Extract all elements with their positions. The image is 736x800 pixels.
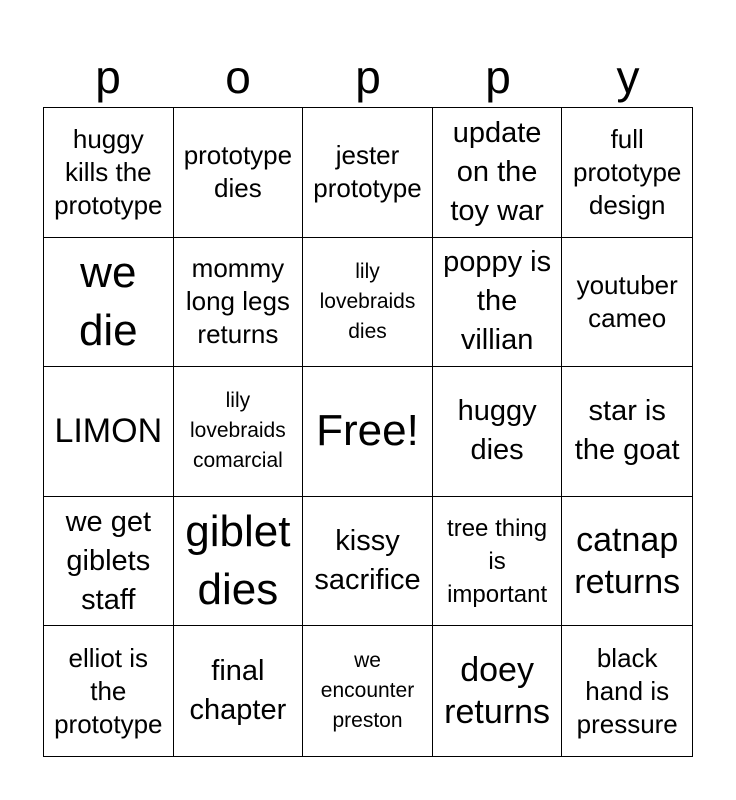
cell-text: we encounter preston — [320, 649, 415, 733]
header-letter-1: p — [95, 51, 121, 103]
bingo-cell-r2c5[interactable] — [562, 238, 692, 368]
cell-text: jester prototype — [313, 140, 422, 204]
header-letter-2: o — [225, 51, 251, 103]
cell-text: kissy sacrifice — [314, 525, 421, 597]
cell-text: we get giblets staff — [65, 505, 152, 616]
bingo-cell-r4c5[interactable] — [562, 497, 692, 627]
bingo-cell-r4c3[interactable] — [303, 497, 433, 627]
cell-text: catnap returns — [574, 521, 681, 602]
bingo-cell-r5c3[interactable] — [303, 626, 433, 756]
header-letter-5: y — [616, 51, 640, 103]
bingo-cell-r3c4[interactable] — [433, 367, 563, 497]
bingo-cell-r5c1[interactable] — [44, 626, 174, 756]
cell-text: lily lovebraids dies — [319, 259, 416, 343]
free-space-label: Free! — [316, 406, 419, 456]
header-letter-4: p — [485, 51, 511, 103]
bingo-cell-r5c2[interactable] — [174, 626, 304, 756]
cell-text: prototype dies — [183, 140, 293, 204]
bingo-cell-r5c5[interactable] — [562, 626, 692, 756]
cell-text: we die — [78, 247, 138, 355]
bingo-cell-r1c3[interactable] — [303, 108, 433, 238]
bingo-board — [43, 107, 693, 757]
cell-text: elliot is the prototype — [54, 642, 163, 739]
bingo-cell-r2c2[interactable] — [174, 238, 304, 368]
cell-text: huggy kills the prototype — [54, 123, 163, 220]
cell-text: mommy long legs returns — [185, 253, 290, 350]
bingo-cell-r1c4[interactable] — [433, 108, 563, 238]
cell-text: update on the toy war — [450, 116, 544, 227]
bingo-cell-free[interactable] — [303, 367, 433, 497]
bingo-cell-r1c5[interactable] — [562, 108, 692, 238]
cell-text: star is the goat — [574, 395, 680, 467]
cell-text: LIMON — [54, 412, 163, 451]
cell-text: lily lovebraids comarcial — [190, 389, 286, 473]
cell-text: tree thing is important — [447, 514, 548, 608]
bingo-cell-r2c1[interactable] — [44, 238, 174, 368]
cell-text: huggy dies — [457, 395, 537, 467]
bingo-cell-r3c1[interactable] — [44, 367, 174, 497]
cell-text: full prototype design — [572, 123, 682, 220]
bingo-cell-r4c1[interactable] — [44, 497, 174, 627]
header-letter-3: p — [355, 51, 381, 103]
bingo-cell-r4c2[interactable] — [174, 497, 304, 627]
bingo-cell-r5c4[interactable] — [433, 626, 563, 756]
cell-text: final chapter — [189, 655, 287, 727]
bingo-cell-r2c3[interactable] — [303, 238, 433, 368]
bingo-cell-r2c4[interactable] — [433, 238, 563, 368]
bingo-cell-r1c1[interactable] — [44, 108, 174, 238]
bingo-cell-r1c2[interactable] — [174, 108, 304, 238]
bingo-cell-r4c4[interactable] — [433, 497, 563, 627]
cell-text: youtuber cameo — [576, 269, 678, 333]
cell-text: doey returns — [444, 651, 550, 732]
bingo-header — [43, 46, 693, 108]
cell-text: giblet dies — [185, 507, 291, 615]
bingo-cell-r3c2[interactable] — [174, 367, 304, 497]
cell-text: poppy is the villian — [443, 246, 552, 357]
cell-text: black hand is pressure — [576, 642, 678, 739]
bingo-cell-r3c5[interactable] — [562, 367, 692, 497]
